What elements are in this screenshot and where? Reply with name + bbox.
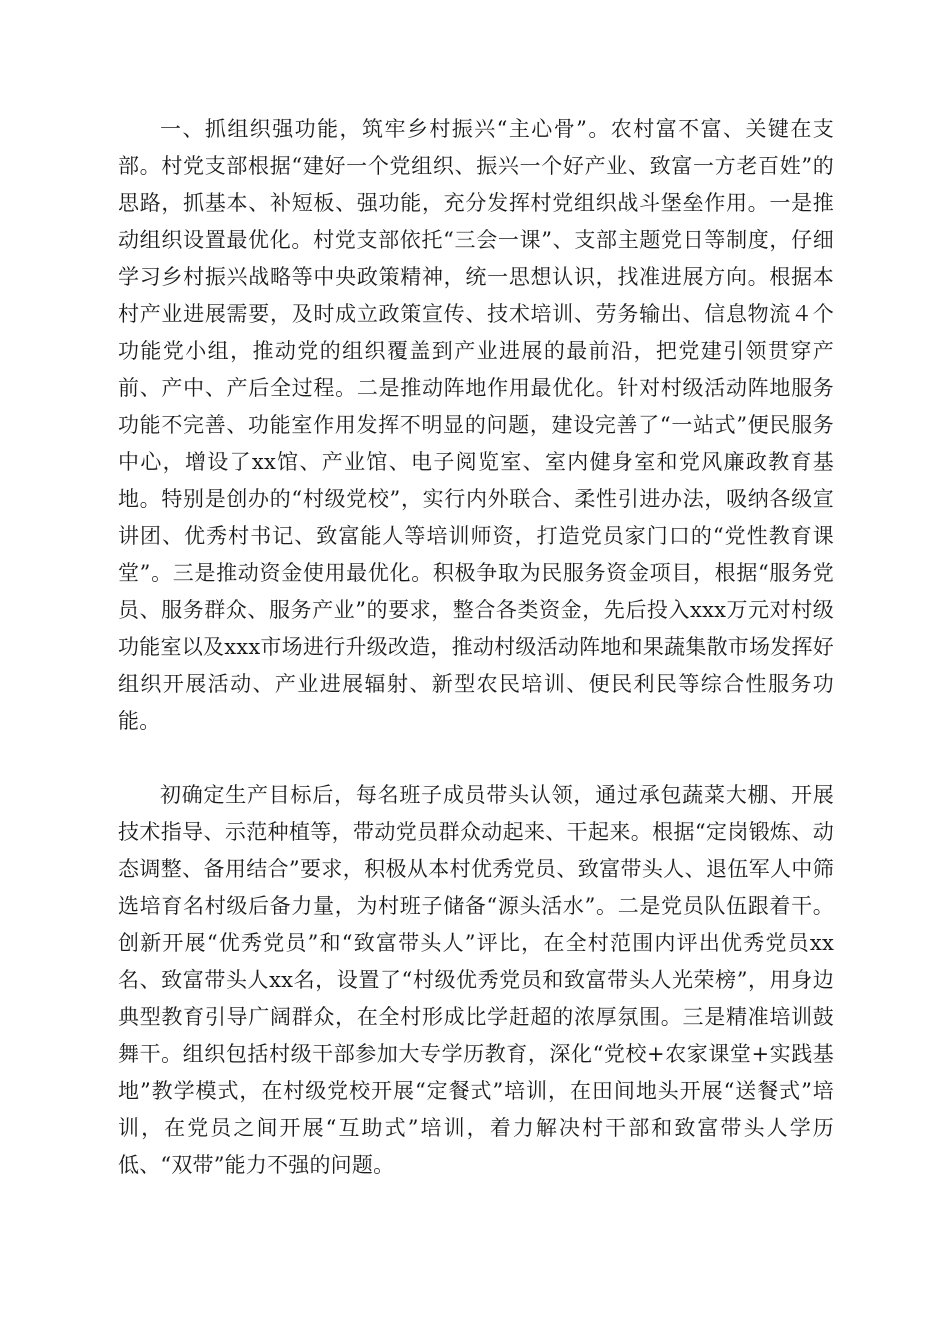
- body-paragraph-team-building: 初确定生产目标后，每名班子成员带头认领，通过承包蔬菜大棚、开展技术指导、示范种植等，带动党员群众动起来、干起来。根据“定岗锻炼、动态调整、备用结合”要求，积极从本村优秀党员、致富带头人、退伍军人中筛选培育名村级后备力量，为村班子储备“源头活水”。二是党员队伍跟着干。创新开展“优秀党员”和“致富带头人”评比，在全村范围内评出优秀党员xx名、致富带头人xx名，设置了“村级优秀党员和致富带头人光荣榜”，用身边典型教育引导广阔群众，在全村形成比学赶超的浓厚氛围。三是精准培训鼓舞干。组织包括村级干部参加大专学历教育，深化“党校+农家课堂+实践基地”教学模式，在村级党校开展“定餐式”培训，在田间地头开展“送餐式”培训，在党员之间开展“互助式”培训，着力解决村干部和致富带头人学历低、“双带”能力不强的问题。: [118, 783, 834, 1177]
- body-paragraph-organization: 一、抓组织强功能，筑牢乡村振兴“主心骨”。农村富不富、关键在支部。村党支部根据“建好一个党组织、振兴一个好产业、致富一方老百姓”的思路，抓基本、补短板、强功能，充分发挥村党组织战斗堡垒作用。一是推动组织设置最优化。村党支部依托“三会一课”、支部主题党日等制度，仔细学习乡村振兴战略等中央政策精神，统一思想认识，找准进展方向。根据本村产业进展需要，及时成立政策宣传、技术培训、劳务输出、信息物流４个功能党小组，推动党的组织覆盖到产业进展的最前沿，把党建引领贯穿产前、产中、产后全过程。二是推动阵地作用最优化。针对村级活动阵地服务功能不完善、功能室作用发挥不明显的问题，建设完善了“一站式”便民服务中心，增设了xx馆、产业馆、电子阅览室、室内健身室和党风廉政教育基地。特别是创办的“村级党校”，实行内外联合、柔性引进办法，吸纳各级宣讲团、优秀村书记、致富能人等培训师资，打造党员家门口的“党性教育课堂”。三是推动资金使用最优化。积极争取为民服务资金项目，根据“服务党员、服务群众、服务产业”的要求，整合各类资金，先后投入xxx万元对村级功能室以及xxx市场进行升级改造，推动村级活动阵地和果蔬集散市场发挥好组织开展活动、产业进展辐射、新型农民培训、便民利民等综合性服务功能。: [118, 117, 834, 733]
